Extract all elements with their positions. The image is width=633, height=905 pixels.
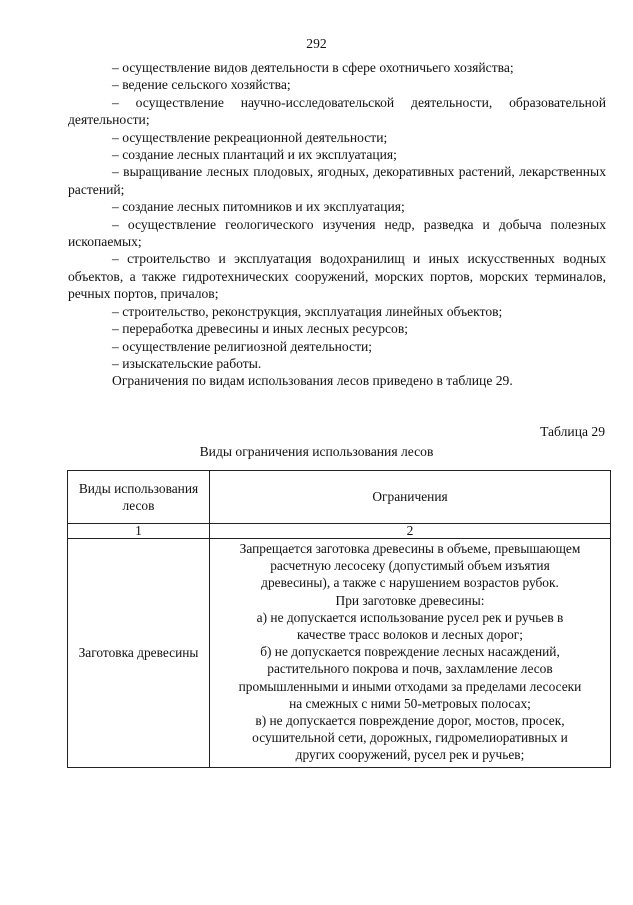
table-row [68, 539, 611, 768]
list-item: – создание лесных питомников и их эксплуатация; [112, 199, 405, 215]
restriction-line: других сооружений, русел рек и ручьев; [295, 747, 525, 763]
list-item: – создание лесных плантаций и их эксплуатация; [112, 147, 397, 163]
list-item: – выращивание лесных плодовых, ягодных, декоративных растений, лекарственных растений; [68, 164, 606, 197]
list-item: – осуществление религиозной деятельности; [112, 338, 373, 354]
list-item: – строительство и эксплуатация водохранилищ и иных искусственных водных объектов, а также гидротехнических сооружений, морских портов, морских терминалов, речных портов, причалов; [68, 251, 606, 302]
restriction-line: а) не допускается использование русел рек и ручьев в [256, 609, 564, 625]
restriction-line: в) не допускается повреждение дорог, мостов, просек, [255, 713, 565, 729]
restriction-line: промышленными и иными отходами за пределами лесосеки [238, 678, 582, 694]
restriction-line: При заготовке древесины: [335, 592, 485, 608]
restriction-line: на смежных с ними 50-метровых полосах; [289, 695, 531, 711]
restrictions-table [67, 470, 611, 768]
table-title: Виды ограничения использования лесов [199, 444, 434, 459]
list-item: – ведение сельского хозяйства; [112, 77, 291, 93]
column-number: 1 [68, 524, 210, 539]
restriction-line: древесины), а также с нарушением возрастов рубок. [261, 575, 559, 591]
table-reference-paragraph: Ограничения по видам использования лесов приведено в таблице 29. [112, 373, 513, 389]
column-number: 2 [210, 524, 611, 539]
list-item: – строительство, реконструкция, эксплуатация линейных объектов; [112, 303, 503, 319]
table-header-row [68, 471, 611, 524]
list-item: – осуществление научно-исследовательской деятельности, образовательной деятельности; [68, 94, 606, 128]
list-item: – осуществление рекреационной деятельности; [112, 129, 388, 145]
column-number-row [68, 524, 611, 539]
body-text [68, 59, 606, 390]
list-item: – переработка древесины и иных лесных ресурсов; [112, 321, 409, 337]
list-item: – осуществление видов деятельности в сфере охотничьего хозяйства; [112, 60, 514, 75]
list-item: – осуществление геологического изучения недр, разведка и добыча полезных ископаемых; [68, 216, 606, 250]
page-number: 292 [306, 36, 327, 51]
use-type-cell: Заготовка древесины [68, 539, 210, 768]
header-restrictions: Ограничения [210, 471, 611, 524]
restriction-line: б) не допускается повреждение лесных насаждений, [260, 644, 560, 660]
restriction-line: растительного покрова и почв, захламление лесов [267, 661, 553, 677]
table-number: Таблица 29 [540, 424, 605, 439]
restriction-line: расчетную лесосеку (допустимый объем изъятия [270, 558, 550, 574]
list-item: – изыскательские работы. [112, 355, 262, 371]
restriction-line: качестве трасс волоков и лесных дорог; [297, 627, 523, 643]
restriction-line: осушительной сети, дорожных, гидромелиоративных и [252, 730, 568, 746]
header-forest-use-types: Виды использования лесов [68, 471, 210, 524]
restriction-line: Запрещается заготовка древесины в объеме, превышающем [239, 541, 581, 556]
restrictions-cell [210, 539, 611, 768]
